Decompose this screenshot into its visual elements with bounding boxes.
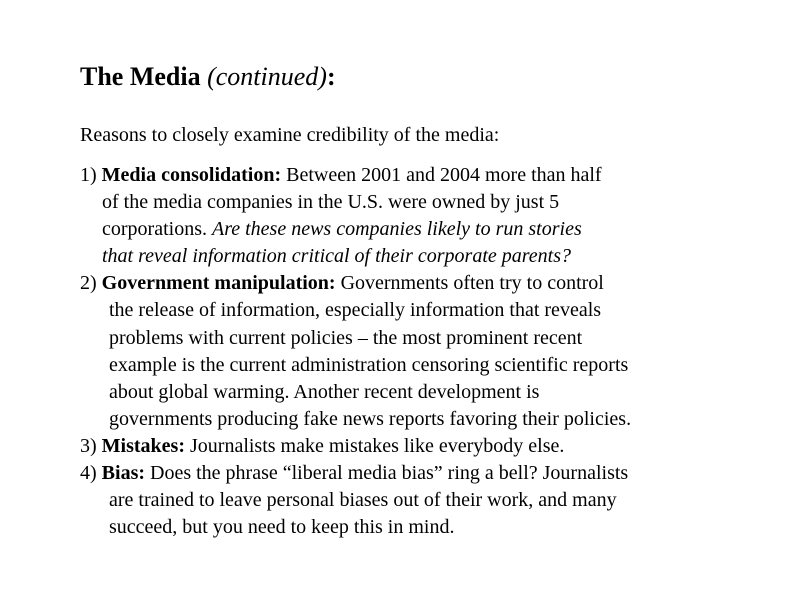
list-item-text: Between 2001 and 2004 more than half bbox=[286, 164, 602, 186]
list-item-heading: Media consolidation: bbox=[101, 164, 282, 186]
list-item-2-line-6: governments producing fake news reports favoring their policies. bbox=[109, 407, 632, 430]
list-item-text: Journalists make mistakes like everybody else. bbox=[190, 434, 565, 457]
list-item-heading: Government manipulation: bbox=[101, 272, 336, 295]
title-subtitle: (continued) bbox=[207, 62, 327, 91]
list-item-4-line-1 bbox=[80, 460, 780, 487]
list-item-2-line-3: problems with current policies – the most prominent recent bbox=[109, 326, 583, 349]
list-item-2-line-2: the release of information, especially information that reveals bbox=[109, 299, 602, 322]
list-item-1-line-2: of the media companies in the U.S. were owned by just 5 bbox=[102, 191, 560, 214]
list-item-heading: Bias: bbox=[101, 462, 146, 485]
list-item-number: 2) bbox=[80, 272, 102, 295]
list-item-1-line-4: that reveal information critical of their corporate parents? bbox=[102, 245, 572, 268]
list-item-heading: Mistakes: bbox=[101, 434, 185, 457]
list-item-number: 4) bbox=[80, 462, 102, 485]
list-item-question: Are these news companies likely to run stories bbox=[211, 218, 582, 241]
list-item-number: 3) bbox=[80, 434, 102, 457]
slide-title bbox=[80, 60, 336, 94]
list-item-4-line-2: are trained to leave personal biases out of their work, and many bbox=[109, 489, 617, 512]
list-item-number: 1) bbox=[80, 164, 102, 186]
title-main: The Media bbox=[80, 62, 201, 91]
list-item-1-line-3 bbox=[80, 216, 780, 243]
intro-text: Reasons to closely examine credibility of the media: bbox=[80, 124, 500, 146]
list-item-2-line-1 bbox=[80, 270, 780, 297]
list-item-3-line-1 bbox=[80, 433, 780, 460]
list-item-2-line-4: example is the current administration censoring scientific reports bbox=[109, 353, 629, 376]
list-item-2-line-5: about global warming. Another recent development is bbox=[109, 380, 540, 403]
list-item-text: Does the phrase “liberal media bias” ring a bell? Journalists bbox=[150, 462, 629, 485]
list-item-text: corporations. bbox=[102, 218, 207, 241]
list-item-4-line-3: succeed, but you need to keep this in mind. bbox=[109, 516, 455, 539]
list-item-text: Governments often try to control bbox=[340, 272, 604, 295]
reasons-list bbox=[80, 162, 780, 541]
list-item-1-line-1 bbox=[80, 162, 780, 189]
title-colon: : bbox=[326, 62, 336, 91]
